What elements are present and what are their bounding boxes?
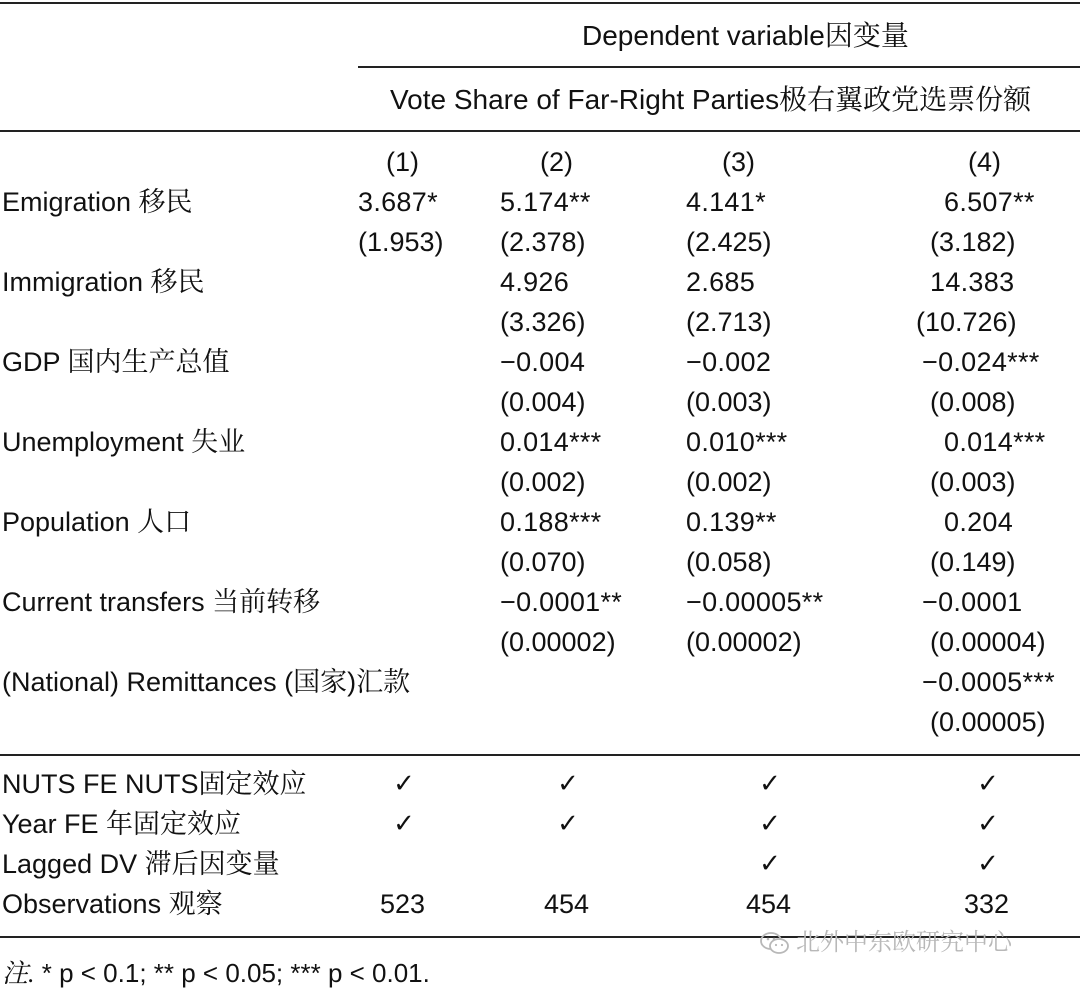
se-unemployment-col-2: (0.002)	[500, 467, 586, 497]
se-emigration-col-3: (2.425)	[686, 227, 772, 257]
row-label-emigration: Emigration 移民	[2, 187, 193, 217]
note-text: * p < 0.1; ** p < 0.05; *** p < 0.01.	[34, 958, 430, 988]
fe-label-lagged-dv: Lagged DV 滞后因变量	[2, 849, 280, 879]
observations-col-2: 454	[544, 889, 590, 919]
observations-col-1: 523	[380, 889, 426, 919]
se-population-col-2: (0.070)	[500, 547, 586, 577]
coef-population-col-3: 0.139**	[686, 507, 777, 537]
se-gdp-col-2: (0.004)	[500, 387, 586, 417]
coef-current-transfers-col-4: −0.0001	[922, 587, 1023, 617]
se-unemployment-col-3: (0.002)	[686, 467, 772, 497]
header-bottom-rule	[0, 130, 1080, 132]
dependent-variable-heading: Dependent variable因变量	[582, 20, 909, 51]
column-number-1: (1)	[386, 147, 419, 177]
header-underline-rule	[358, 66, 1080, 68]
se-immigration-col-2: (3.326)	[500, 307, 586, 337]
se-current-transfers-col-4: (0.00004)	[930, 627, 1046, 657]
column-number-3: (3)	[722, 147, 755, 177]
coef-current-transfers-col-3: −0.00005**	[686, 587, 824, 617]
se-emigration-col-2: (2.378)	[500, 227, 586, 257]
observations-col-4: 332	[964, 889, 1010, 919]
check-nuts-2: ✓	[557, 768, 579, 798]
check-nuts-4: ✓	[977, 768, 999, 798]
coef-unemployment-col-4: 0.014***	[944, 427, 1046, 457]
table-note	[2, 956, 430, 991]
se-emigration-col-4: (3.182)	[930, 227, 1016, 257]
se-unemployment-col-4: (0.003)	[930, 467, 1016, 497]
dependent-variable-name: Vote Share of Far-Right Parties极右翼政党选票份额	[390, 84, 1032, 115]
row-label-population: Population 人口	[2, 507, 192, 537]
row-label-immigration: Immigration 移民	[2, 267, 205, 297]
se-population-col-3: (0.058)	[686, 547, 772, 577]
fe-label-year: Year FE 年固定效应	[2, 809, 242, 839]
se-gdp-col-3: (0.003)	[686, 387, 772, 417]
coef-unemployment-col-3: 0.010***	[686, 427, 788, 457]
se-current-transfers-col-2: (0.00002)	[500, 627, 616, 657]
row-label-remittances: (National) Remittances (国家)汇款	[2, 667, 411, 697]
check-lagged-3: ✓	[759, 848, 781, 878]
coef-unemployment-col-2: 0.014***	[500, 427, 602, 457]
table-top-rule	[0, 2, 1080, 4]
watermark	[760, 928, 1012, 958]
coef-immigration-col-4: 14.383	[930, 267, 1015, 297]
se-current-transfers-col-3: (0.00002)	[686, 627, 802, 657]
fe-label-nuts: NUTS FE NUTS固定效应	[2, 769, 307, 799]
check-year-1: ✓	[393, 808, 415, 838]
se-immigration-col-3: (2.713)	[686, 307, 772, 337]
coef-immigration-col-3: 2.685	[686, 267, 756, 297]
se-immigration-col-4: (10.726)	[916, 307, 1017, 337]
coef-gdp-col-4: −0.024***	[922, 347, 1040, 377]
column-number-2: (2)	[540, 147, 573, 177]
coef-current-transfers-col-2: −0.0001**	[500, 587, 623, 617]
check-year-2: ✓	[557, 808, 579, 838]
se-remittances-col-4: (0.00005)	[930, 707, 1046, 737]
observations-col-3: 454	[746, 889, 792, 919]
row-label-gdp: GDP 国内生产总值	[2, 347, 230, 377]
check-year-3: ✓	[759, 808, 781, 838]
coef-gdp-col-3: −0.002	[686, 347, 772, 377]
coef-gdp-col-2: −0.004	[500, 347, 586, 377]
coef-emigration-col-3: 4.141*	[686, 187, 766, 217]
se-population-col-4: (0.149)	[930, 547, 1016, 577]
observations-label: Observations 观察	[2, 889, 223, 919]
check-nuts-1: ✓	[393, 768, 415, 798]
coef-population-col-2: 0.188***	[500, 507, 602, 537]
coef-emigration-col-2: 5.174**	[500, 187, 591, 217]
se-emigration-col-1: (1.953)	[358, 227, 444, 257]
se-gdp-col-4: (0.008)	[930, 387, 1016, 417]
row-label-current-transfers: Current transfers 当前转移	[2, 587, 321, 617]
coef-emigration-col-4: 6.507**	[944, 187, 1035, 217]
coef-remittances-col-4: −0.0005***	[922, 667, 1055, 697]
check-nuts-3: ✓	[759, 768, 781, 798]
coef-immigration-col-2: 4.926	[500, 267, 570, 297]
note-prefix: 注.	[2, 959, 35, 988]
check-lagged-4: ✓	[977, 848, 999, 878]
column-number-4: (4)	[968, 147, 1001, 177]
row-label-unemployment: Unemployment 失业	[2, 427, 246, 457]
coef-population-col-4: 0.204	[944, 507, 1014, 537]
wechat-icon	[760, 931, 790, 955]
watermark-text: 北外中东欧研究中心	[796, 929, 1012, 956]
check-year-4: ✓	[977, 808, 999, 838]
coef-emigration-col-1: 3.687*	[358, 187, 438, 217]
body-bottom-rule	[0, 754, 1080, 756]
